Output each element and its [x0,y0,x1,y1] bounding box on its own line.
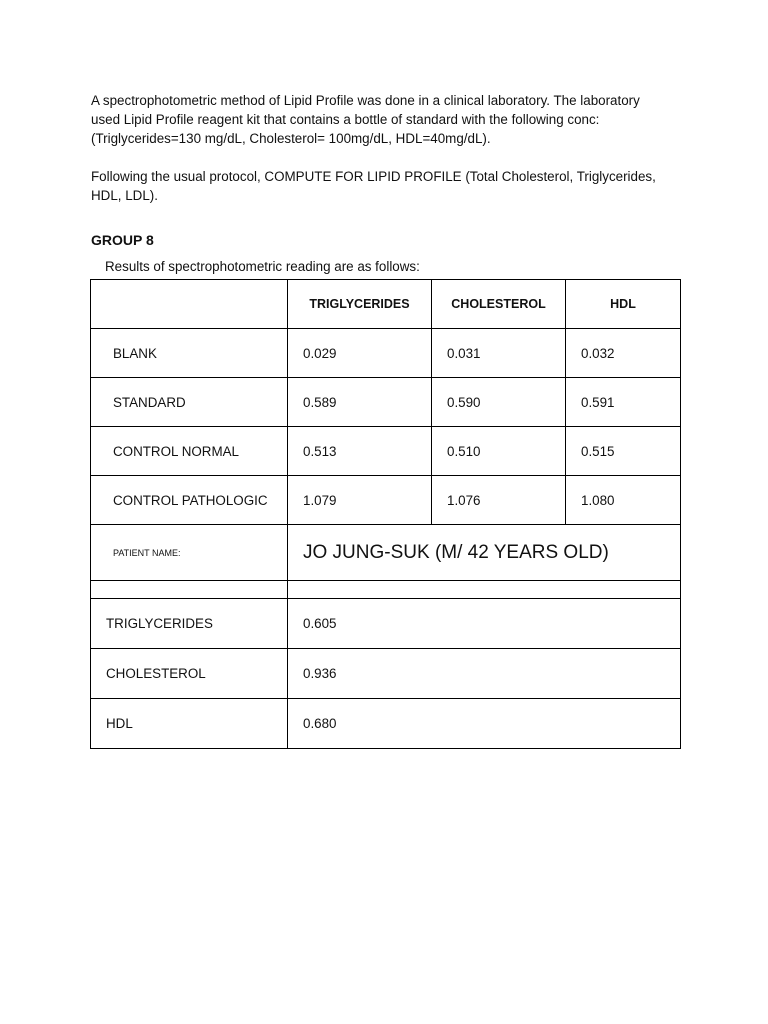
row-label-blank: BLANK [91,329,288,378]
header-empty-cell [91,280,288,329]
cell-value: 0.515 [566,427,681,476]
cell-value: 0.513 [288,427,432,476]
patient-name-label: PATIENT NAME: [91,525,288,581]
table-row [91,476,681,525]
intro-line: A spectrophotometric method of Lipid Profile was done in a clinical laboratory. The laboratory [91,93,640,108]
patient-row-label-triglycerides: TRIGLYCERIDES [91,599,288,649]
cell-value: 0.590 [432,378,566,427]
patient-row-value: 0.936 [288,649,681,699]
patient-row-label-hdl: HDL [91,699,288,749]
patient-row-value: 0.605 [288,599,681,649]
intro-line: (Triglycerides=130 mg/dL, Cholesterol= 100mg/dL, HDL=40mg/dL). [91,131,491,146]
patient-name-row [91,525,681,581]
table-header-row [91,280,681,329]
row-label-control-pathologic: CONTROL PATHOLOGIC [91,476,288,525]
cell-value: 1.080 [566,476,681,525]
table-row [91,649,681,699]
patient-row-label-cholesterol: CHOLESTEROL [91,649,288,699]
group-heading: GROUP 8 [91,232,154,248]
results-table [90,279,681,749]
cell-value: 0.591 [566,378,681,427]
spacer-cell [288,581,681,599]
table-row [91,427,681,476]
cell-value: 0.031 [432,329,566,378]
column-header-hdl: HDL [566,280,681,329]
cell-value: 1.079 [288,476,432,525]
intro-paragraph [91,91,691,148]
column-header-cholesterol: CHOLESTEROL [432,280,566,329]
instruction-line: HDL, LDL). [91,188,158,203]
instruction-line: Following the usual protocol, COMPUTE FOR LIPID PROFILE (Total Cholesterol, Triglycerides, [91,169,656,184]
patient-row-value: 0.680 [288,699,681,749]
table-row [91,378,681,427]
instruction-paragraph [91,167,691,205]
cell-value: 0.029 [288,329,432,378]
spacer-row [91,581,681,599]
table-row [91,329,681,378]
patient-name-value: JO JUNG-SUK (M/ 42 YEARS OLD) [288,525,681,581]
column-header-triglycerides: TRIGLYCERIDES [288,280,432,329]
row-label-control-normal: CONTROL NORMAL [91,427,288,476]
intro-line: used Lipid Profile reagent kit that contains a bottle of standard with the following conc: [91,112,600,127]
row-label-standard: STANDARD [91,378,288,427]
results-intro: Results of spectrophotometric reading are as follows: [105,259,420,274]
table-row [91,699,681,749]
table-row [91,599,681,649]
cell-value: 0.032 [566,329,681,378]
cell-value: 1.076 [432,476,566,525]
spacer-cell [91,581,288,599]
cell-value: 0.510 [432,427,566,476]
cell-value: 0.589 [288,378,432,427]
